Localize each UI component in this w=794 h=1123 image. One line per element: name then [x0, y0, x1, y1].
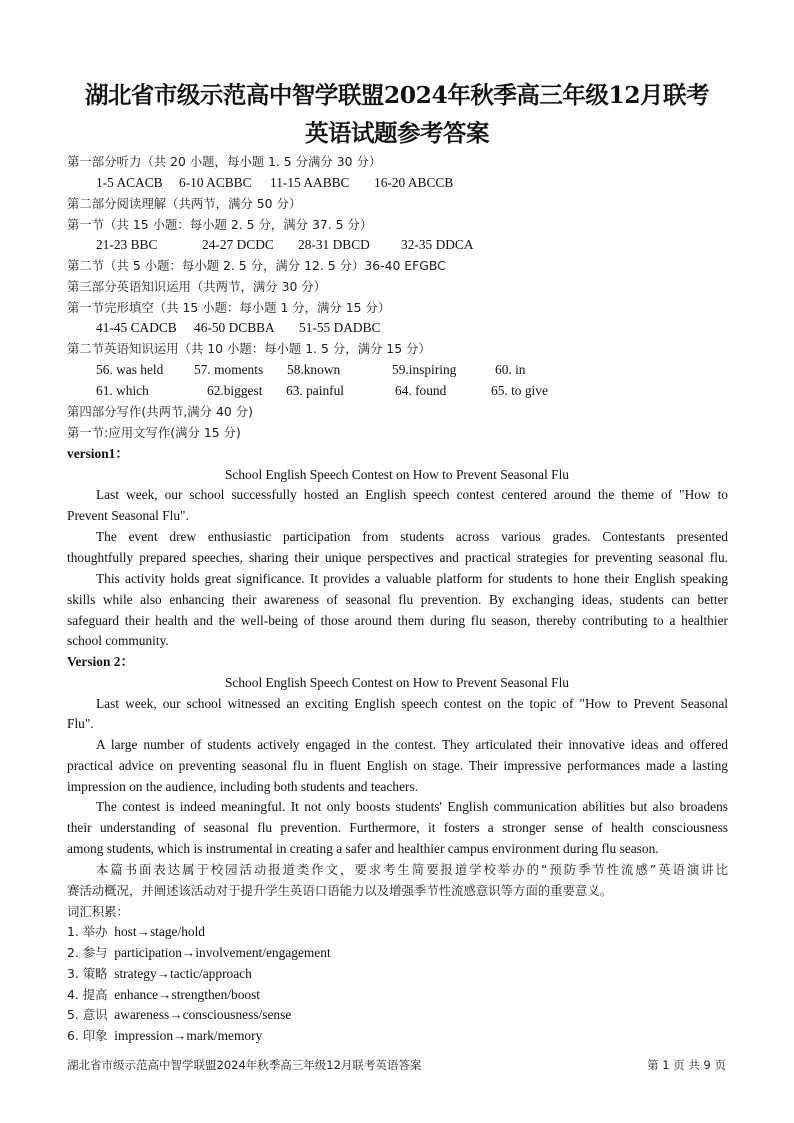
part3-sec2-heading: 第二节英语知识运用（共 10 小题：每小题 1. 5 分，满分 15 分）: [67, 341, 431, 356]
title-line2: 英语试题参考答案: [305, 119, 489, 147]
part4-heading: 第四部分写作(共两节,满分 40 分): [67, 404, 253, 419]
part3-sec2-row1: [96, 360, 736, 380]
vocab-num: 4. 提高: [67, 987, 108, 1002]
part1-heading: 第一部分听力（共 20 小题，每小题 1. 5 分满分 30 分）: [67, 154, 382, 169]
answer: 51-55 DADBC: [299, 320, 381, 335]
version1-line: This activity holds great significance. It provides a valuable platform for students to hone their English speaking: [96, 571, 728, 586]
version2-line: Last week, our school witnessed an exciting English speech contest on the topic of "How to Prevent Seasonal: [96, 696, 728, 711]
version1-line: safeguard their health and the well-being of those around them during flu season, thereby contributing to a healthier: [67, 613, 728, 628]
page-number: 第 1 页 共 9 页: [647, 1058, 726, 1072]
answer: 64. found: [395, 383, 447, 398]
vocab-item: [67, 1005, 291, 1025]
title-line1: 湖北省市级示范高中智学联盟2024年秋季高三年级12月联考: [84, 81, 710, 109]
answer: 56. was held: [96, 362, 164, 377]
version1-line: skills while also enhancing their awareness of seasonal flu prevention. By exchanging ideas, students can better: [67, 592, 728, 607]
answer: 21-23 BBC: [96, 237, 158, 252]
version1-line: Prevent Seasonal Flu".: [67, 508, 189, 523]
version2-label: Version 2：: [67, 654, 134, 669]
vocab-item: [67, 964, 252, 984]
vocab-num: 5. 意识: [67, 1007, 108, 1022]
version2-line: impression on the audience, including both students and teachers.: [67, 779, 419, 794]
vocab-text: enhance→strengthen/boost: [114, 987, 261, 1002]
version2-title: School English Speech Contest on How to Prevent Seasonal Flu: [224, 675, 570, 690]
answer: 16-20 ABCCB: [374, 175, 454, 190]
version1-line: Last week, our school successfully hosted an English speech contest centered around the theme of "How to: [96, 487, 728, 502]
vocab-text: strategy→tactic/approach: [114, 966, 252, 981]
part2-sec2-heading: 第二节（共 5 小题：每小题 2. 5 分，满分 12. 5 分）36-40 EFGBC: [67, 258, 446, 273]
vocab-num: 2. 参与: [67, 945, 108, 960]
vocab-text: host→stage/hold: [114, 924, 206, 939]
version1-line: school community.: [67, 633, 169, 648]
answer: 32-35 DDCA: [401, 237, 474, 252]
part2-heading: 第二部分阅读理解（共两节，满分 50 分）: [67, 196, 302, 211]
commentary-line: 本篇书面表达属于校园活动报道类作文，要求考生简要报道学校举办的“预防季节性流感”英语演讲比: [96, 862, 728, 877]
part4-sec1-heading: 第一节:应用文写作(满分 15 分): [67, 425, 241, 440]
version2-line: practical advice on preventing seasonal flu in fluent English on stage. Their impressive performances made a lasting: [67, 758, 728, 773]
answer: 58.known: [287, 362, 341, 377]
version1-line: thoughtfully prepared speeches, sharing their unique perspectives and practical strategies for preventing seasonal flu.: [67, 550, 728, 565]
answer: 28-31 DBCD: [298, 237, 370, 252]
footer-title: 湖北省市级示范高中智学联盟2024年秋季高三年级12月联考英语答案: [67, 1058, 422, 1072]
answer: 11-15 AABBC: [270, 175, 350, 190]
commentary-line: 赛活动概况，并阐述该活动对于提升学生英语口语能力以及增强季节性流感意识等方面的重要意义。: [67, 883, 613, 898]
vocab-num: 1. 举办: [67, 924, 108, 939]
answer: 63. painful: [286, 383, 345, 398]
answer: 24-27 DCDC: [202, 237, 274, 252]
version1-label: version1：: [67, 446, 129, 461]
answer: 59.inspiring: [392, 362, 457, 377]
vocab-heading: 词汇积累：: [67, 904, 129, 919]
answer: 60. in: [495, 362, 526, 377]
version2-line: among students, which is instrumental in creating a safer and healthier campus environment during flu season.: [67, 841, 659, 856]
part2-sec1-answers: [96, 235, 736, 255]
version2-line: their understanding of seasonal flu prevention. Furthermore, it fosters a stronger sense of health consciousness: [67, 820, 728, 835]
answer: 1-5 ACACB: [96, 175, 163, 190]
version2-line: The contest is indeed meaningful. It not only boosts students' English communication abilities but also broadens: [96, 799, 728, 814]
part2-sec1-heading: 第一节（共 15 小题：每小题 2. 5 分，满分 37. 5 分）: [67, 217, 373, 232]
part3-heading: 第三部分英语知识运用（共两节，满分 30 分）: [67, 279, 327, 294]
version2-line: Flu".: [67, 716, 94, 731]
version2-line: A large number of students actively engaged in the contest. They articulated their innovative ideas and offered: [96, 737, 728, 752]
vocab-text: participation→involvement/engagement: [114, 945, 331, 960]
vocab-text: awareness→consciousness/sense: [114, 1007, 292, 1022]
answer: 62.biggest: [207, 383, 263, 398]
version1-title: School English Speech Contest on How to Prevent Seasonal Flu: [224, 467, 570, 482]
version1-line: The event drew enthusiastic participation from students across various grades. Contestants presented: [96, 529, 728, 544]
answer: 65. to give: [491, 383, 548, 398]
vocab-text: impression→mark/memory: [114, 1028, 263, 1043]
vocab-num: 3. 策略: [67, 966, 108, 981]
part3-sec1-answers: [96, 318, 736, 338]
part3-sec1-heading: 第一节完形填空（共 15 小题：每小题 1 分，满分 15 分）: [67, 300, 391, 315]
answer: 6-10 ACBBC: [179, 175, 252, 190]
vocab-num: 6. 印象: [67, 1028, 108, 1043]
answer: 41-45 CADCB: [96, 320, 177, 335]
vocab-item: [67, 922, 205, 942]
answer: 57. moments: [194, 362, 264, 377]
vocab-item: [67, 985, 260, 1005]
vocab-item: [67, 1026, 262, 1046]
answer: 61. which: [96, 383, 149, 398]
part3-sec2-row2: [96, 381, 736, 401]
vocab-item: [67, 943, 331, 963]
part1-answers: [96, 173, 736, 193]
answer: 46-50 DCBBA: [194, 320, 275, 335]
